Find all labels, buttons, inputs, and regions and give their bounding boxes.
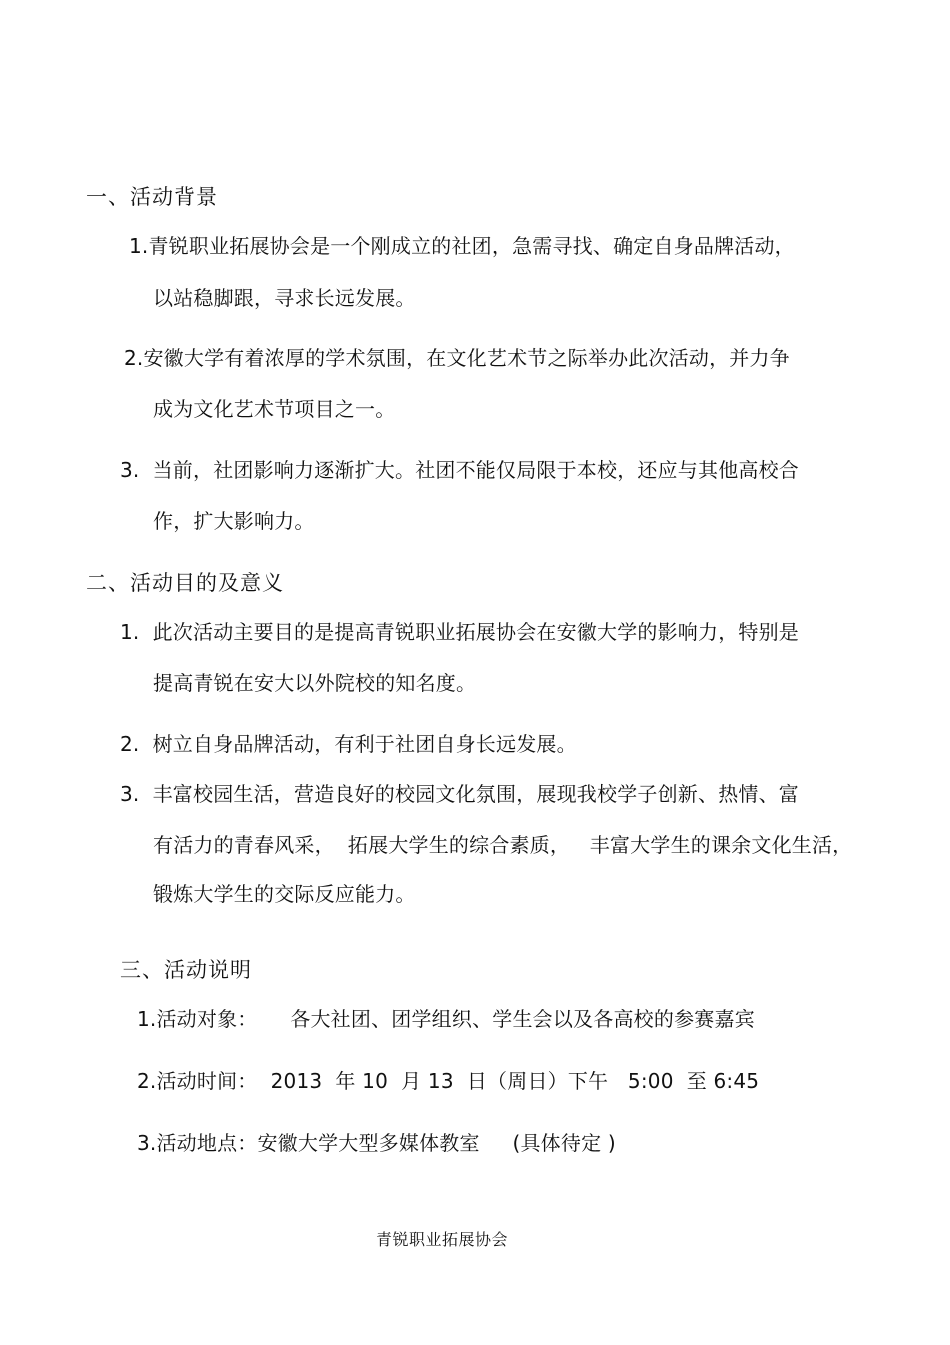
section-1-heading: 一、活动背景 (86, 185, 218, 209)
section-1-item-3-line-2: 作，扩大影响力。 (153, 509, 315, 533)
section-1-item-2-line-1: 2.安徽大学有着浓厚的学术氛围，在文化艺术节之际举办此次活动，并力争 (124, 346, 790, 370)
section-2-item-3-line-3: 锻炼大学生的交际反应能力。 (153, 882, 416, 906)
section-1-item-1-line-2: 以站稳脚跟，寻求长远发展。 (153, 286, 416, 310)
section-2-item-1-line-2: 提高青锐在安大以外院校的知名度。 (153, 671, 477, 695)
section-1-item-2-line-2: 成为文化艺术节项目之一。 (153, 397, 396, 421)
section-3-item-1: 1.活动对象： 各大社团、团学组织、学生会以及各高校的参赛嘉宾 (137, 1007, 755, 1031)
section-3-item-2: 2.活动时间： 2013 年 10 月 13 日（周日）下午 5:00 至 6:45 (137, 1069, 760, 1093)
section-1-item-1-line-1: 1.青锐职业拓展协会是一个刚成立的社团，急需寻找、确定自身品牌活动， (129, 234, 795, 258)
section-3-heading: 三、活动说明 (120, 958, 252, 982)
section-2-item-2-line-1: 2. 树立自身品牌活动，有利于社团自身长远发展。 (120, 732, 577, 756)
section-1-item-3-line-1: 3. 当前，社团影响力逐渐扩大。社团不能仅局限于本校，还应与其他高校合 (120, 458, 799, 482)
section-3-item-3: 3.活动地点：安徽大学大型多媒体教室 (具体待定 ) (137, 1131, 616, 1155)
section-2-item-3-line-1: 3. 丰富校园生活，营造良好的校园文化氛围，展现我校学子创新、热情、富 (120, 782, 799, 806)
section-2-item-3-line-2: 有活力的青春风采， 拓展大学生的综合素质， 丰富大学生的课余文化生活， (153, 833, 853, 857)
footer-organization: 青锐职业拓展协会 (376, 1230, 509, 1249)
section-2-item-1-line-1: 1. 此次活动主要目的是提高青锐职业拓展协会在安徽大学的影响力，特别是 (120, 620, 799, 644)
section-2-heading: 二、活动目的及意义 (86, 571, 284, 595)
